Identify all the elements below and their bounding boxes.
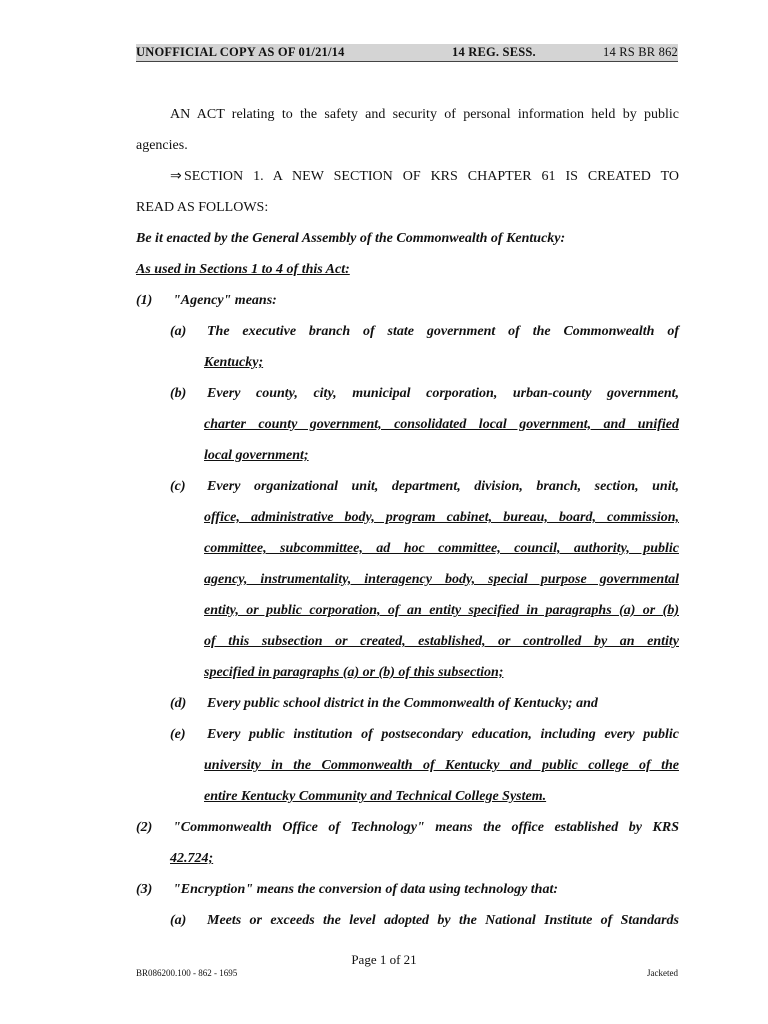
paragraph-text-continued: specified in paragraphs (a) or (b) of this subsection; (204, 665, 504, 680)
paragraph-text-continued: Kentucky; (204, 355, 264, 370)
paragraph-label: (c) (170, 479, 186, 494)
header-session: 14 REG. SESS. (452, 45, 536, 59)
header-copy-status: UNOFFICIAL COPY AS OF 01/21/14 (136, 45, 345, 59)
paragraph-text: Every organizational unit, department, division, branch, section, unit, (207, 479, 679, 494)
subsection-text: "Agency" means: (173, 293, 277, 308)
subsection-label: (1) (136, 293, 153, 308)
paragraph-text-continued: office, administrative body, program cabinet, bureau, board, commission, (204, 510, 679, 525)
paragraph-label: (a) (170, 324, 187, 339)
paragraph-text: The executive branch of state government of the Commonwealth of (207, 324, 679, 339)
definitions-intro: As used in Sections 1 to 4 of this Act: (136, 262, 350, 277)
paragraph-label: (b) (170, 386, 187, 401)
paragraph-text: Every county, city, municipal corporation, urban-county government, (207, 386, 679, 401)
paragraph-label: (e) (170, 727, 186, 742)
paragraph-label: (a) (170, 913, 187, 928)
paragraph-text-continued: agency, instrumentality, interagency body, special purpose governmental (204, 572, 679, 587)
act-title-line: agencies. (136, 138, 188, 153)
subsection-label: (3) (136, 882, 153, 897)
section-heading-text: SECTION 1. A NEW SECTION OF KRS CHAPTER 61 IS CREATED TO (184, 169, 679, 184)
subsection-text: "Encryption" means the conversion of data using technology that: (173, 882, 559, 897)
subsection-text-continued: 42.724; (170, 851, 214, 866)
header-bill-request: 14 RS BR 862 (603, 45, 678, 59)
paragraph-text-continued: entity, or public corporation, of an entity specified in paragraphs (a) or (b) (204, 603, 679, 618)
paragraph-label: (d) (170, 696, 187, 711)
act-title-line: AN ACT relating to the safety and security of personal information held by public (170, 107, 679, 122)
paragraph-text-continued: local government; (204, 448, 309, 463)
paragraph-text-continued: of this subsection or created, established, or controlled by an entity (204, 634, 679, 649)
paragraph-text-continued: committee, subcommittee, ad hoc committee, council, authority, public (204, 541, 679, 556)
paragraph-text-continued: charter county government, consolidated local government, and unified (204, 417, 679, 432)
paragraph-text: Every public school district in the Commonwealth of Kentucky; and (207, 696, 598, 711)
section-heading-continued: READ AS FOLLOWS: (136, 200, 269, 215)
document-code: BR086200.100 - 862 - 1695 (136, 968, 238, 978)
paragraph-text-continued: entire Kentucky Community and Technical College System. (204, 789, 547, 804)
document-status: Jacketed (647, 968, 678, 978)
paragraph-text: Meets or exceeds the level adopted by the National Institute of Standards (207, 913, 679, 928)
enacting-clause: Be it enacted by the General Assembly of the Commonwealth of Kentucky: (136, 231, 566, 246)
subsection-label: (2) (136, 820, 153, 835)
running-header (136, 44, 678, 62)
page-number: Page 1 of 21 (351, 952, 417, 967)
subsection-text: "Commonwealth Office of Technology" means the office established by KRS (173, 820, 679, 835)
paragraph-text: Every public institution of postsecondary education, including every public (207, 727, 679, 742)
paragraph-text-continued: university in the Commonwealth of Kentucky and public college of the (204, 758, 679, 773)
section-arrow-icon: ⇒ (170, 169, 182, 184)
